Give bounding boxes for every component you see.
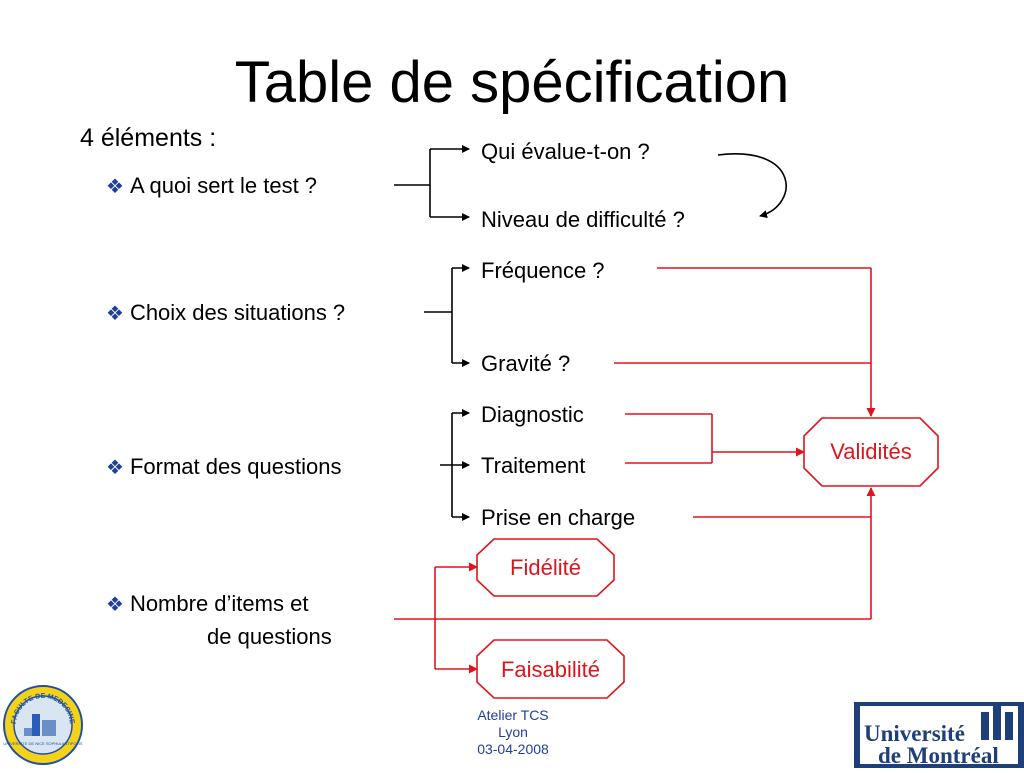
branch-diagnostic: Diagnostic bbox=[481, 402, 584, 427]
branch-frequence: Fréquence ? bbox=[481, 258, 605, 283]
footer bbox=[450, 707, 576, 758]
logo-text-line2: de Montréal bbox=[878, 743, 999, 768]
branch-gravite: Gravité ? bbox=[481, 351, 571, 376]
seal-subtext: UNIVERSITE DE NICE SOPHIA ANTIPOLIS bbox=[3, 741, 83, 746]
diamond-bullet-icon: ❖ bbox=[106, 303, 124, 325]
diamond-bullet-icon: ❖ bbox=[106, 176, 124, 198]
outcome-faisabilite: Faisabilité bbox=[500, 657, 601, 682]
diamond-bullet-icon: ❖ bbox=[106, 457, 124, 479]
universite-montreal-logo bbox=[854, 702, 1024, 768]
arrow-qui-to-niveau bbox=[718, 154, 786, 216]
outcome-validites: Validités bbox=[830, 439, 912, 464]
branch-prise: Prise en charge bbox=[481, 505, 636, 530]
seal-text: FACULTE DE MEDECINE bbox=[10, 692, 76, 725]
footer-line2: Lyon bbox=[498, 724, 528, 740]
faculte-medecine-logo bbox=[2, 684, 84, 766]
branch-niveau: Niveau de difficulté ? bbox=[481, 207, 685, 232]
logo-text-line1: Université bbox=[864, 721, 965, 746]
bullet-purpose-label: A quoi sert le test ? bbox=[129, 173, 318, 198]
branch-qui: Qui évalue-t-on ? bbox=[481, 139, 650, 164]
bullet-format-label: Format des questions bbox=[129, 454, 342, 479]
footer-line1: Atelier TCS bbox=[477, 707, 549, 723]
intro-label: 4 éléments : bbox=[80, 124, 217, 152]
branch-traitement: Traitement bbox=[481, 453, 586, 478]
bullet-count-line2: de questions bbox=[207, 624, 332, 649]
diamond-bullet-icon: ❖ bbox=[106, 594, 124, 616]
bullet-count-line1: Nombre d’items et bbox=[129, 591, 309, 616]
footer-line3: 03-04-2008 bbox=[477, 741, 549, 757]
bullet-situations-label: Choix des situations ? bbox=[129, 300, 346, 325]
page-title: Table de spécification bbox=[234, 50, 790, 115]
outcome-fidelite: Fidélité bbox=[510, 555, 581, 580]
